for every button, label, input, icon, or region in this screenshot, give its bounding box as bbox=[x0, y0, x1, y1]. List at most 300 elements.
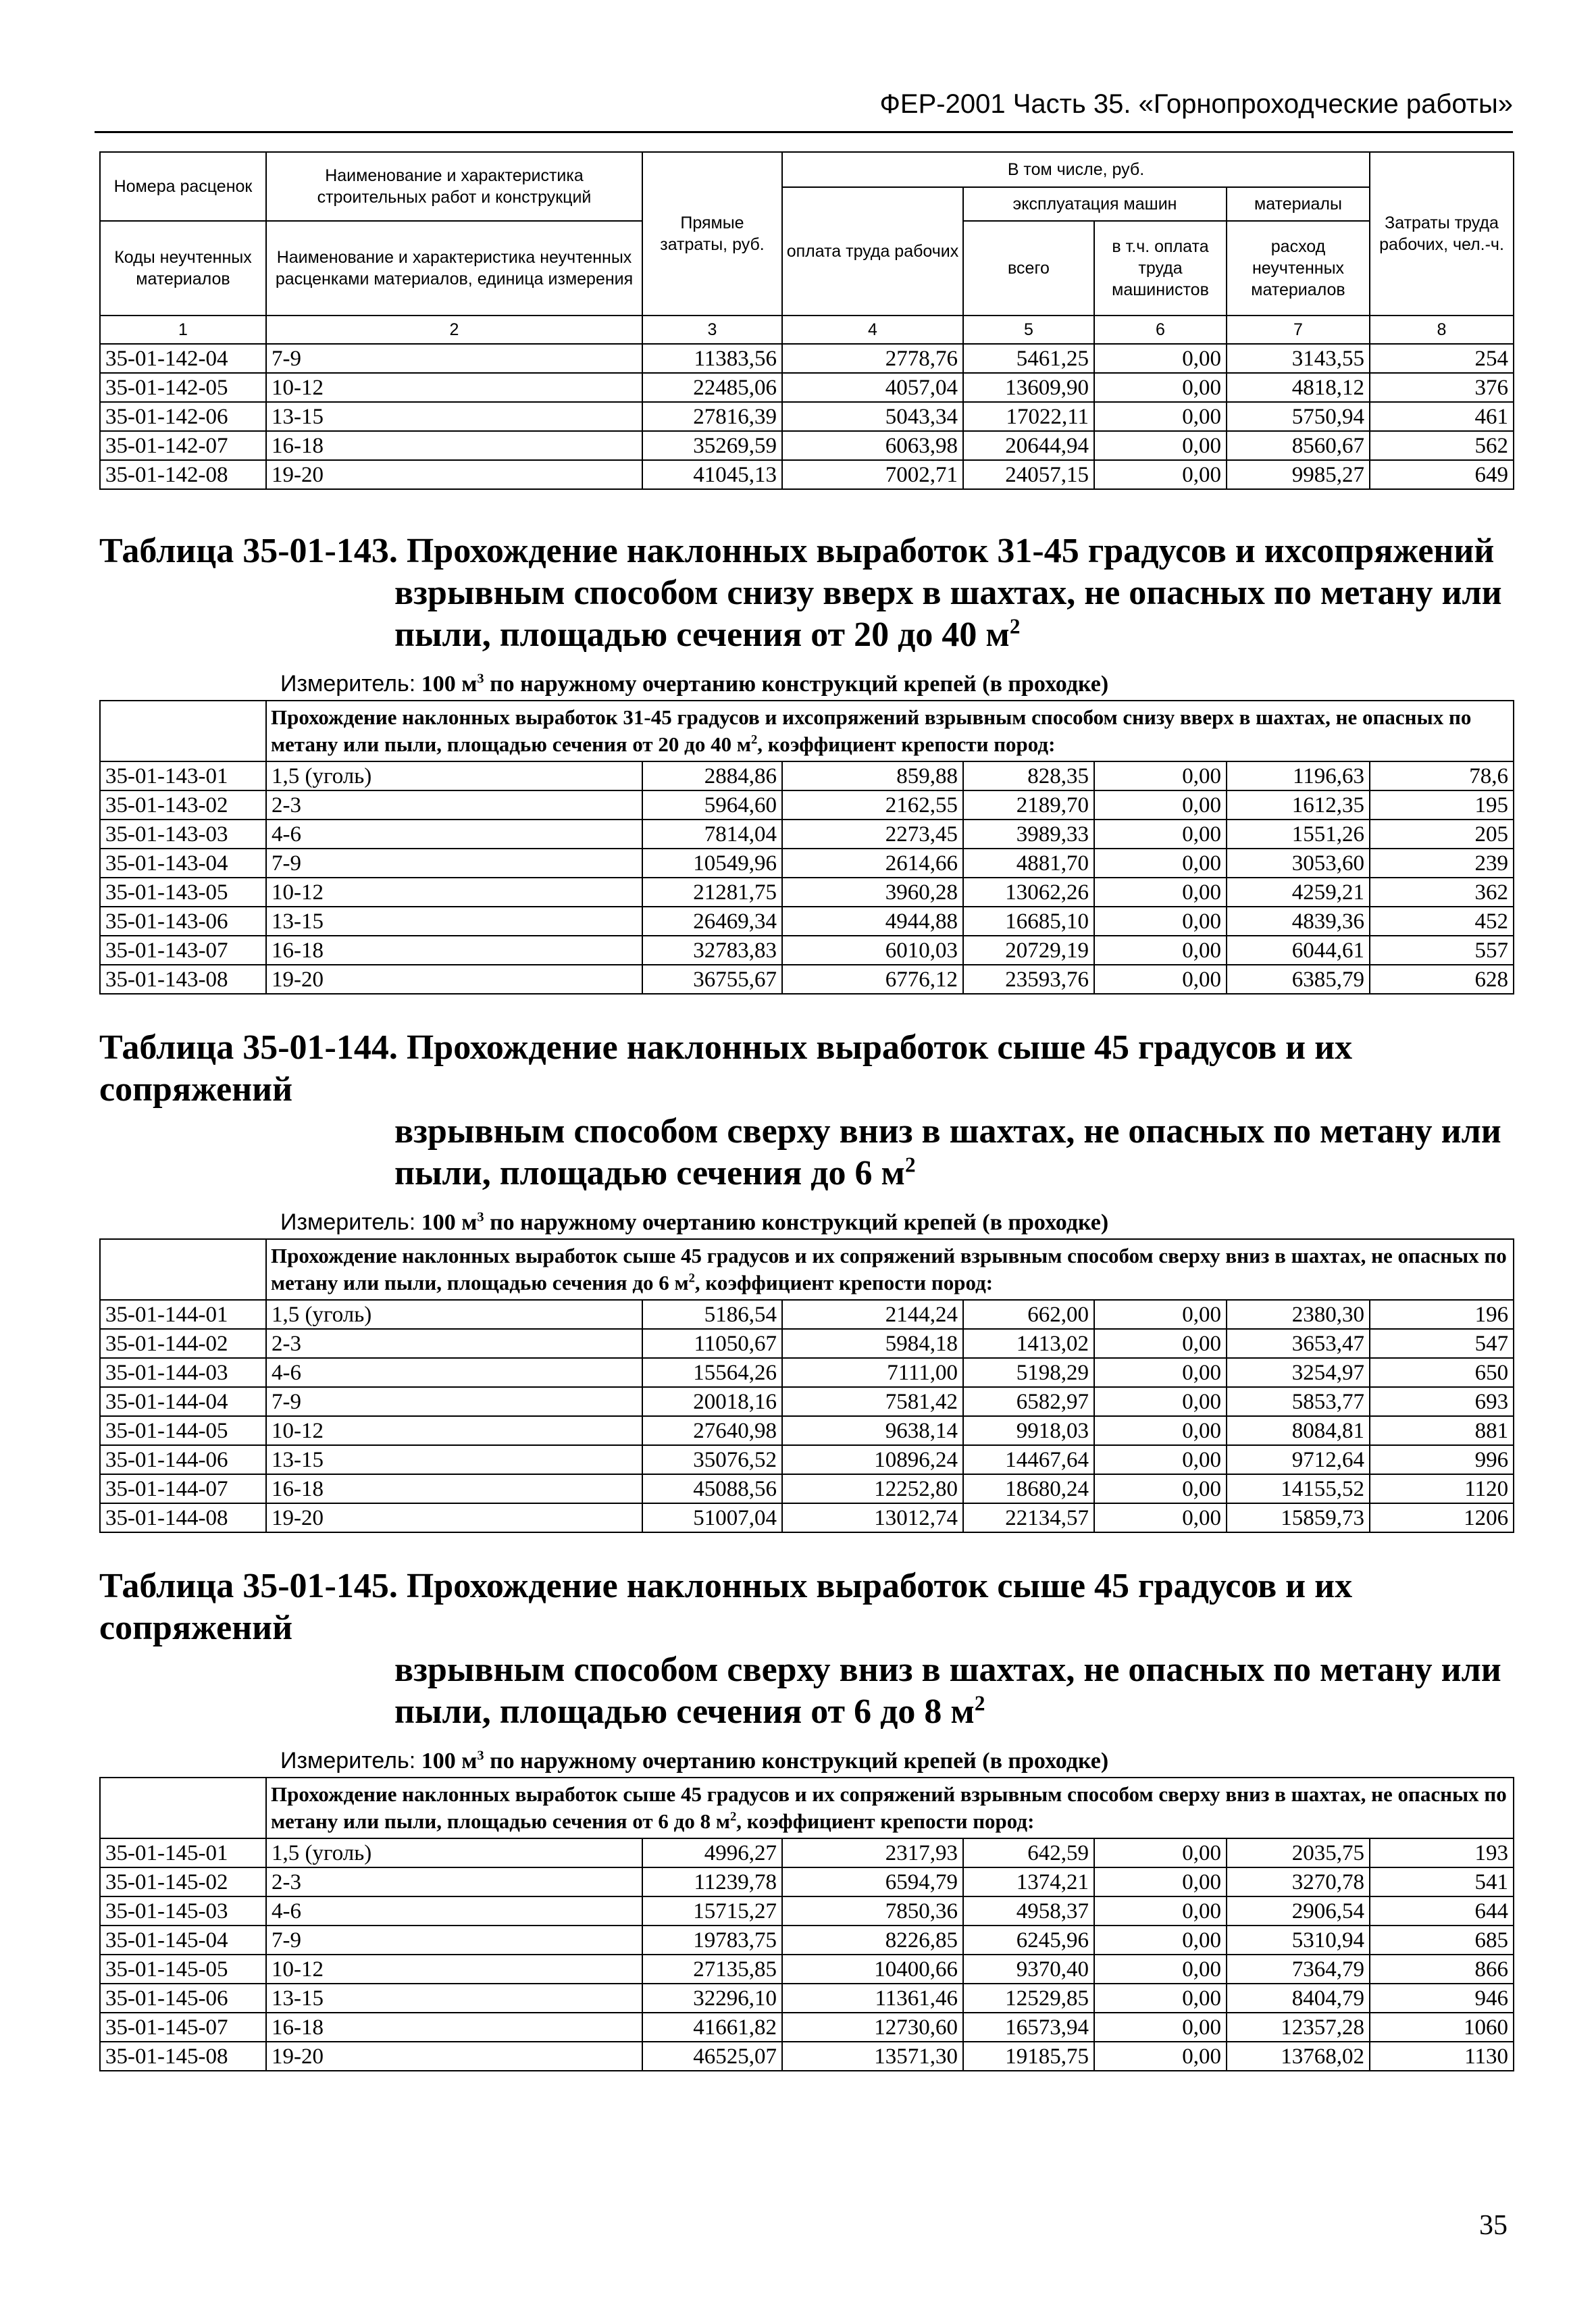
direct-costs-cell: 27816,39 bbox=[642, 402, 782, 431]
machines-total-cell: 16573,94 bbox=[963, 2013, 1094, 2042]
labor-cell: 996 bbox=[1370, 1445, 1514, 1474]
machines-wages-cell: 0,00 bbox=[1094, 1984, 1227, 2013]
materials-cell: 8084,81 bbox=[1227, 1416, 1370, 1445]
table-description: Прохождение наклонных выработок сыше 45 градусов и их сопряжений взрывным способом сверху вниз в шахтах, не опасных по метану или пыли, площадью сечения до 6 $м^2$, коэффициент крепости пород: bbox=[266, 1239, 1514, 1300]
labor-cell: 205 bbox=[1370, 820, 1514, 849]
materials-cell: 15859,73 bbox=[1227, 1503, 1370, 1532]
measure-line: Измеритель: 100 $м^3$ по наружному очертанию конструкций крепей (в проходке) bbox=[280, 1748, 1109, 1774]
rock-hardness-cell: 2-3 bbox=[266, 1867, 642, 1896]
table-row bbox=[100, 460, 1514, 489]
machines-wages-cell: 0,00 bbox=[1094, 2013, 1227, 2042]
table-row bbox=[100, 2042, 1514, 2071]
materials-cell: 6385,79 bbox=[1227, 965, 1370, 994]
machines-wages-cell: 0,00 bbox=[1094, 1896, 1227, 1926]
labor-cell: 254 bbox=[1370, 344, 1514, 373]
header-machines-wages: в т.ч. оплата труда машинистов bbox=[1094, 221, 1227, 316]
rate-code-cell: 35-01-143-03 bbox=[100, 820, 266, 849]
materials-cell: 12357,28 bbox=[1227, 2013, 1370, 2042]
header-name: Наименование и характеристика строительных работ и конструкций bbox=[266, 152, 642, 221]
table-title-superscript: 2 bbox=[974, 1691, 985, 1715]
wages-cell: 2144,24 bbox=[782, 1300, 963, 1329]
wages-cell: 8226,85 bbox=[782, 1926, 963, 1955]
wages-cell: 2317,93 bbox=[782, 1838, 963, 1867]
header-direct-costs: Прямые затраты, руб. bbox=[642, 152, 782, 316]
description-row bbox=[100, 701, 1514, 761]
materials-cell: 9985,27 bbox=[1227, 460, 1370, 489]
rock-hardness-cell: 19-20 bbox=[266, 2042, 642, 2071]
table-row bbox=[100, 1445, 1514, 1474]
machines-total-cell: 17022,11 bbox=[963, 402, 1094, 431]
direct-costs-cell: 22485,06 bbox=[642, 373, 782, 402]
column-number: 8 bbox=[1370, 316, 1514, 344]
machines-total-cell: 5461,25 bbox=[963, 344, 1094, 373]
machines-total-cell: 20644,94 bbox=[963, 431, 1094, 460]
rate-code-cell: 35-01-145-06 bbox=[100, 1984, 266, 2013]
labor-cell: 628 bbox=[1370, 965, 1514, 994]
rock-hardness-cell: 13-15 bbox=[266, 1984, 642, 2013]
rate-code-cell: 35-01-144-03 bbox=[100, 1358, 266, 1387]
table-row bbox=[100, 2013, 1514, 2042]
rock-hardness-cell: 2-3 bbox=[266, 790, 642, 820]
materials-cell: 1551,26 bbox=[1227, 820, 1370, 849]
labor-cell: 693 bbox=[1370, 1387, 1514, 1416]
table-title-number: Таблица 35-01-143. bbox=[99, 532, 398, 570]
machines-wages-cell: 0,00 bbox=[1094, 849, 1227, 878]
table-row bbox=[100, 431, 1514, 460]
machines-total-cell: 1374,21 bbox=[963, 1867, 1094, 1896]
column-numbers-row bbox=[100, 316, 1514, 344]
table-title-line-3: пыли, площадью сечения от 20 до 40 м bbox=[394, 615, 1010, 654]
table-row bbox=[100, 965, 1514, 994]
direct-costs-cell: 15715,27 bbox=[642, 1896, 782, 1926]
machines-wages-cell: 0,00 bbox=[1094, 431, 1227, 460]
direct-costs-cell: 21281,75 bbox=[642, 878, 782, 907]
direct-costs-cell: 41661,82 bbox=[642, 2013, 782, 2042]
materials-cell: 2380,30 bbox=[1227, 1300, 1370, 1329]
machines-wages-cell: 0,00 bbox=[1094, 1503, 1227, 1532]
labor-cell: 1206 bbox=[1370, 1503, 1514, 1532]
direct-costs-cell: 15564,26 bbox=[642, 1358, 782, 1387]
content bbox=[99, 151, 1513, 2071]
rate-code-cell: 35-01-142-06 bbox=[100, 402, 266, 431]
table-title-line-2: взрывным способом снизу вверх в шахтах, не опасных по метану или bbox=[394, 574, 1502, 612]
table-row bbox=[100, 344, 1514, 373]
direct-costs-cell: 5186,54 bbox=[642, 1300, 782, 1329]
table-row bbox=[100, 1867, 1514, 1896]
machines-total-cell: 642,59 bbox=[963, 1838, 1094, 1867]
table-title-number: Таблица 35-01-144. bbox=[99, 1028, 398, 1067]
table-row bbox=[100, 373, 1514, 402]
wages-cell: 2162,55 bbox=[782, 790, 963, 820]
header-wages: оплата труда рабочих bbox=[782, 187, 963, 316]
measure-value: 100 м bbox=[421, 1210, 478, 1235]
machines-total-cell: 12529,85 bbox=[963, 1984, 1094, 2013]
rate-code-cell: 35-01-145-08 bbox=[100, 2042, 266, 2071]
materials-cell: 8560,67 bbox=[1227, 431, 1370, 460]
data-table bbox=[99, 700, 1514, 995]
wages-cell: 2273,45 bbox=[782, 820, 963, 849]
wages-cell: 7850,36 bbox=[782, 1896, 963, 1926]
direct-costs-cell: 5964,60 bbox=[642, 790, 782, 820]
rate-code-cell: 35-01-143-04 bbox=[100, 849, 266, 878]
table-title-line-3: пыли, площадью сечения от 6 до 8 м bbox=[394, 1692, 975, 1731]
header-materials-unaccounted: расход неучтенных материалов bbox=[1227, 221, 1370, 316]
direct-costs-cell: 11383,56 bbox=[642, 344, 782, 373]
direct-costs-cell: 20018,16 bbox=[642, 1387, 782, 1416]
machines-wages-cell: 0,00 bbox=[1094, 1445, 1227, 1474]
wages-cell: 12730,60 bbox=[782, 2013, 963, 2042]
measure-line: Измеритель: 100 $м^3$ по наружному очертанию конструкций крепей (в проходке) bbox=[280, 1209, 1109, 1235]
machines-total-cell: 13062,26 bbox=[963, 878, 1094, 907]
measure-line: Измеритель: 100 $м^3$ по наружному очертанию конструкций крепей (в проходке) bbox=[280, 671, 1109, 697]
direct-costs-cell: 26469,34 bbox=[642, 907, 782, 936]
table-description: Прохождение наклонных выработок сыше 45 градусов и их сопряжений взрывным способом сверху вниз в шахтах, не опасных по метану или пыли, площадью сечения от 6 до 8 $м^2$, коэффициент крепости пород: bbox=[266, 1778, 1514, 1838]
measure-label: Измеритель: bbox=[280, 1748, 416, 1774]
rock-hardness-cell: 10-12 bbox=[266, 1955, 642, 1984]
description-row bbox=[100, 1778, 1514, 1838]
machines-wages-cell: 0,00 bbox=[1094, 820, 1227, 849]
table-row bbox=[100, 936, 1514, 965]
machines-total-cell: 4881,70 bbox=[963, 849, 1094, 878]
wages-cell: 4057,04 bbox=[782, 373, 963, 402]
labor-cell: 562 bbox=[1370, 431, 1514, 460]
header-unaccounted-name: Наименование и характеристика неучтенных расценками материалов, единица измерения bbox=[266, 221, 642, 316]
direct-costs-cell: 35269,59 bbox=[642, 431, 782, 460]
rock-hardness-cell: 10-12 bbox=[266, 373, 642, 402]
measure-value: 100 м bbox=[421, 1749, 478, 1774]
column-header-table bbox=[99, 151, 1514, 345]
data-table bbox=[99, 1777, 1514, 2071]
machines-wages-cell: 0,00 bbox=[1094, 936, 1227, 965]
wages-cell: 5043,34 bbox=[782, 402, 963, 431]
labor-cell: 78,6 bbox=[1370, 761, 1514, 790]
rock-hardness-cell: 13-15 bbox=[266, 1445, 642, 1474]
wages-cell: 6594,79 bbox=[782, 1867, 963, 1896]
rate-code-cell: 35-01-145-01 bbox=[100, 1838, 266, 1867]
rock-hardness-cell: 19-20 bbox=[266, 965, 642, 994]
materials-cell: 6044,61 bbox=[1227, 936, 1370, 965]
labor-cell: 362 bbox=[1370, 878, 1514, 907]
table-row bbox=[100, 1474, 1514, 1503]
wages-cell: 13571,30 bbox=[782, 2042, 963, 2071]
table-title-superscript: 2 bbox=[1009, 614, 1021, 638]
rate-code-cell: 35-01-144-07 bbox=[100, 1474, 266, 1503]
wages-cell: 4944,88 bbox=[782, 907, 963, 936]
labor-cell: 644 bbox=[1370, 1896, 1514, 1926]
table-section bbox=[99, 1565, 1513, 2071]
rock-hardness-cell: 1,5 (уголь) bbox=[266, 761, 642, 790]
rock-hardness-cell: 19-20 bbox=[266, 460, 642, 489]
machines-total-cell: 16685,10 bbox=[963, 907, 1094, 936]
rate-code-cell: 35-01-145-02 bbox=[100, 1867, 266, 1896]
materials-cell: 8404,79 bbox=[1227, 1984, 1370, 2013]
table-title bbox=[99, 1565, 1513, 1733]
column-number: 5 bbox=[963, 316, 1094, 344]
rock-hardness-cell: 16-18 bbox=[266, 431, 642, 460]
rock-hardness-cell: 1,5 (уголь) bbox=[266, 1300, 642, 1329]
materials-cell: 2035,75 bbox=[1227, 1838, 1370, 1867]
rate-code-cell: 35-01-143-07 bbox=[100, 936, 266, 965]
machines-wages-cell: 0,00 bbox=[1094, 907, 1227, 936]
machines-wages-cell: 0,00 bbox=[1094, 344, 1227, 373]
rock-hardness-cell: 4-6 bbox=[266, 1358, 642, 1387]
machines-total-cell: 23593,76 bbox=[963, 965, 1094, 994]
machines-wages-cell: 0,00 bbox=[1094, 1926, 1227, 1955]
rate-code-cell: 35-01-143-08 bbox=[100, 965, 266, 994]
machines-wages-cell: 0,00 bbox=[1094, 1300, 1227, 1329]
wages-cell: 13012,74 bbox=[782, 1503, 963, 1532]
direct-costs-cell: 27640,98 bbox=[642, 1416, 782, 1445]
measure-value: 100 м bbox=[421, 672, 478, 697]
header-machines-total: всего bbox=[963, 221, 1094, 316]
rock-hardness-cell: 16-18 bbox=[266, 936, 642, 965]
machines-total-cell: 4958,37 bbox=[963, 1896, 1094, 1926]
machines-total-cell: 13609,90 bbox=[963, 373, 1094, 402]
table-row bbox=[100, 1955, 1514, 1984]
table-title-line-1: Прохождение наклонных выработок сыше 45 градусов и их сопряжений bbox=[99, 1028, 1353, 1109]
machines-total-cell: 20729,19 bbox=[963, 936, 1094, 965]
labor-cell: 452 bbox=[1370, 907, 1514, 936]
table-title bbox=[99, 1027, 1513, 1194]
labor-cell: 557 bbox=[1370, 936, 1514, 965]
table-row bbox=[100, 1358, 1514, 1387]
labor-cell: 193 bbox=[1370, 1838, 1514, 1867]
wages-cell: 7002,71 bbox=[782, 460, 963, 489]
labor-cell: 1130 bbox=[1370, 2042, 1514, 2071]
rate-code-cell: 35-01-145-04 bbox=[100, 1926, 266, 1955]
running-header: ФЕР-2001 Часть 35. «Горнопроходческие работы» bbox=[879, 89, 1513, 119]
wages-cell: 9638,14 bbox=[782, 1416, 963, 1445]
direct-costs-cell: 7814,04 bbox=[642, 820, 782, 849]
machines-total-cell: 24057,15 bbox=[963, 460, 1094, 489]
direct-costs-cell: 32783,83 bbox=[642, 936, 782, 965]
measure-description: по наружному очертанию конструкций крепей (в проходке) bbox=[490, 1749, 1109, 1774]
direct-costs-cell: 10549,96 bbox=[642, 849, 782, 878]
machines-wages-cell: 0,00 bbox=[1094, 1838, 1227, 1867]
machines-total-cell: 1413,02 bbox=[963, 1329, 1094, 1358]
wages-cell: 6776,12 bbox=[782, 965, 963, 994]
materials-cell: 4259,21 bbox=[1227, 878, 1370, 907]
rate-code-cell: 35-01-143-01 bbox=[100, 761, 266, 790]
page-number: 35 bbox=[1479, 2210, 1508, 2241]
direct-costs-cell: 11050,67 bbox=[642, 1329, 782, 1358]
direct-costs-cell: 51007,04 bbox=[642, 1503, 782, 1532]
table-title-number: Таблица 35-01-145. bbox=[99, 1567, 398, 1605]
rock-hardness-cell: 13-15 bbox=[266, 402, 642, 431]
direct-costs-cell: 45088,56 bbox=[642, 1474, 782, 1503]
machines-total-cell: 19185,75 bbox=[963, 2042, 1094, 2071]
direct-costs-cell: 4996,27 bbox=[642, 1838, 782, 1867]
description-row bbox=[100, 1239, 1514, 1300]
table-row bbox=[100, 849, 1514, 878]
table-section bbox=[99, 530, 1513, 995]
direct-costs-cell: 11239,78 bbox=[642, 1867, 782, 1896]
labor-cell: 866 bbox=[1370, 1955, 1514, 1984]
labor-cell: 195 bbox=[1370, 790, 1514, 820]
materials-cell: 1196,63 bbox=[1227, 761, 1370, 790]
rock-hardness-cell: 16-18 bbox=[266, 1474, 642, 1503]
machines-total-cell: 6245,96 bbox=[963, 1926, 1094, 1955]
column-number: 3 bbox=[642, 316, 782, 344]
table-row bbox=[100, 790, 1514, 820]
rate-code-cell: 35-01-145-03 bbox=[100, 1896, 266, 1926]
direct-costs-cell: 19783,75 bbox=[642, 1926, 782, 1955]
header-rates: Номера расценок bbox=[100, 152, 266, 221]
header-rule bbox=[95, 131, 1513, 133]
rock-hardness-cell: 7-9 bbox=[266, 1387, 642, 1416]
materials-cell: 5310,94 bbox=[1227, 1926, 1370, 1955]
measure-label: Измеритель: bbox=[280, 671, 416, 697]
table-row bbox=[100, 1329, 1514, 1358]
rate-code-cell: 35-01-143-02 bbox=[100, 790, 266, 820]
wages-cell: 2778,76 bbox=[782, 344, 963, 373]
materials-cell: 14155,52 bbox=[1227, 1474, 1370, 1503]
machines-total-cell: 662,00 bbox=[963, 1300, 1094, 1329]
materials-cell: 5750,94 bbox=[1227, 402, 1370, 431]
header-machines: эксплуатация машин bbox=[963, 187, 1227, 221]
rate-code-cell: 35-01-142-04 bbox=[100, 344, 266, 373]
machines-total-cell: 18680,24 bbox=[963, 1474, 1094, 1503]
rate-code-cell: 35-01-143-05 bbox=[100, 878, 266, 907]
machines-total-cell: 22134,57 bbox=[963, 1503, 1094, 1532]
table-row bbox=[100, 878, 1514, 907]
wages-cell: 12252,80 bbox=[782, 1474, 963, 1503]
materials-cell: 2906,54 bbox=[1227, 1896, 1370, 1926]
column-number: 6 bbox=[1094, 316, 1227, 344]
table-row bbox=[100, 761, 1514, 790]
rock-hardness-cell: 4-6 bbox=[266, 1896, 642, 1926]
rock-hardness-cell: 10-12 bbox=[266, 1416, 642, 1445]
table-title-line-2: взрывным способом сверху вниз в шахтах, не опасных по метану или bbox=[394, 1651, 1501, 1689]
data-table bbox=[99, 1238, 1514, 1533]
materials-cell: 4818,12 bbox=[1227, 373, 1370, 402]
machines-total-cell: 3989,33 bbox=[963, 820, 1094, 849]
machines-wages-cell: 0,00 bbox=[1094, 1474, 1227, 1503]
direct-costs-cell: 35076,52 bbox=[642, 1445, 782, 1474]
rock-hardness-cell: 16-18 bbox=[266, 2013, 642, 2042]
machines-wages-cell: 0,00 bbox=[1094, 460, 1227, 489]
table-row bbox=[100, 1387, 1514, 1416]
direct-costs-cell: 41045,13 bbox=[642, 460, 782, 489]
labor-cell: 685 bbox=[1370, 1926, 1514, 1955]
table-row bbox=[100, 907, 1514, 936]
table-142-rows bbox=[99, 343, 1514, 490]
direct-costs-cell: 32296,10 bbox=[642, 1984, 782, 2013]
table-row bbox=[100, 402, 1514, 431]
labor-cell: 1060 bbox=[1370, 2013, 1514, 2042]
table-row bbox=[100, 820, 1514, 849]
wages-cell: 7581,42 bbox=[782, 1387, 963, 1416]
header-in-total: В том числе, руб. bbox=[782, 152, 1370, 187]
rate-code-cell: 35-01-142-08 bbox=[100, 460, 266, 489]
measure-description: по наружному очертанию конструкций крепей (в проходке) bbox=[490, 672, 1109, 697]
rock-hardness-cell: 7-9 bbox=[266, 344, 642, 373]
table-title-line-1: Прохождение наклонных выработок 31-45 градусов и ихсопряжений bbox=[406, 532, 1495, 570]
table-row bbox=[100, 1838, 1514, 1867]
machines-wages-cell: 0,00 bbox=[1094, 790, 1227, 820]
table-title-superscript: 2 bbox=[904, 1153, 916, 1177]
materials-cell: 3053,60 bbox=[1227, 849, 1370, 878]
table-row bbox=[100, 1926, 1514, 1955]
labor-cell: 376 bbox=[1370, 373, 1514, 402]
direct-costs-cell: 2884,86 bbox=[642, 761, 782, 790]
materials-cell: 3653,47 bbox=[1227, 1329, 1370, 1358]
machines-total-cell: 5198,29 bbox=[963, 1358, 1094, 1387]
rate-code-cell: 35-01-144-01 bbox=[100, 1300, 266, 1329]
machines-wages-cell: 0,00 bbox=[1094, 373, 1227, 402]
wages-cell: 10400,66 bbox=[782, 1955, 963, 1984]
materials-cell: 3143,55 bbox=[1227, 344, 1370, 373]
column-number: 7 bbox=[1227, 316, 1370, 344]
direct-costs-cell: 46525,07 bbox=[642, 2042, 782, 2071]
table-row bbox=[100, 1300, 1514, 1329]
wages-cell: 5984,18 bbox=[782, 1329, 963, 1358]
rock-hardness-cell: 4-6 bbox=[266, 820, 642, 849]
machines-total-cell: 9370,40 bbox=[963, 1955, 1094, 1984]
rate-code-cell: 35-01-144-06 bbox=[100, 1445, 266, 1474]
direct-costs-cell: 27135,85 bbox=[642, 1955, 782, 1984]
machines-wages-cell: 0,00 bbox=[1094, 402, 1227, 431]
machines-total-cell: 6582,97 bbox=[963, 1387, 1094, 1416]
table-description: Прохождение наклонных выработок 31-45 градусов и ихсопряжений взрывным способом снизу вверх в шахтах, не опасных по метану или пыли, площадью сечения от 20 до 40 $м^2$, коэффициент крепости пород: bbox=[266, 701, 1514, 761]
wages-cell: 7111,00 bbox=[782, 1358, 963, 1387]
rate-code-cell: 35-01-144-04 bbox=[100, 1387, 266, 1416]
machines-wages-cell: 0,00 bbox=[1094, 1358, 1227, 1387]
machines-total-cell: 14467,64 bbox=[963, 1445, 1094, 1474]
machines-total-cell: 2189,70 bbox=[963, 790, 1094, 820]
rate-code-cell: 35-01-144-08 bbox=[100, 1503, 266, 1532]
table-row bbox=[100, 1416, 1514, 1445]
labor-cell: 461 bbox=[1370, 402, 1514, 431]
wages-cell: 6063,98 bbox=[782, 431, 963, 460]
rock-hardness-cell: 10-12 bbox=[266, 878, 642, 907]
measure-label: Измеритель: bbox=[280, 1209, 416, 1235]
labor-cell: 881 bbox=[1370, 1416, 1514, 1445]
table-section bbox=[99, 1027, 1513, 1533]
materials-cell: 9712,64 bbox=[1227, 1445, 1370, 1474]
table-row bbox=[100, 1503, 1514, 1532]
rock-hardness-cell: 2-3 bbox=[266, 1329, 642, 1358]
materials-cell: 7364,79 bbox=[1227, 1955, 1370, 1984]
labor-cell: 946 bbox=[1370, 1984, 1514, 2013]
labor-cell: 541 bbox=[1370, 1867, 1514, 1896]
materials-cell: 13768,02 bbox=[1227, 2042, 1370, 2071]
materials-cell: 3254,97 bbox=[1227, 1358, 1370, 1387]
rate-code-cell: 35-01-144-02 bbox=[100, 1329, 266, 1358]
machines-wages-cell: 0,00 bbox=[1094, 2042, 1227, 2071]
wages-cell: 2614,66 bbox=[782, 849, 963, 878]
table-title-line-3: пыли, площадью сечения до 6 м bbox=[394, 1154, 905, 1192]
wages-cell: 6010,03 bbox=[782, 936, 963, 965]
machines-wages-cell: 0,00 bbox=[1094, 1955, 1227, 1984]
rate-code-cell: 35-01-142-05 bbox=[100, 373, 266, 402]
column-number: 4 bbox=[782, 316, 963, 344]
labor-cell: 239 bbox=[1370, 849, 1514, 878]
column-number: 2 bbox=[266, 316, 642, 344]
machines-wages-cell: 0,00 bbox=[1094, 761, 1227, 790]
table-row bbox=[100, 1984, 1514, 2013]
header-unaccounted-codes: Коды неучтенных материалов bbox=[100, 221, 266, 316]
wages-cell: 859,88 bbox=[782, 761, 963, 790]
materials-cell: 3270,78 bbox=[1227, 1867, 1370, 1896]
rate-code-cell: 35-01-142-07 bbox=[100, 431, 266, 460]
materials-cell: 4839,36 bbox=[1227, 907, 1370, 936]
labor-cell: 649 bbox=[1370, 460, 1514, 489]
machines-wages-cell: 0,00 bbox=[1094, 1387, 1227, 1416]
rock-hardness-cell: 7-9 bbox=[266, 849, 642, 878]
labor-cell: 547 bbox=[1370, 1329, 1514, 1358]
wages-cell: 10896,24 bbox=[782, 1445, 963, 1474]
